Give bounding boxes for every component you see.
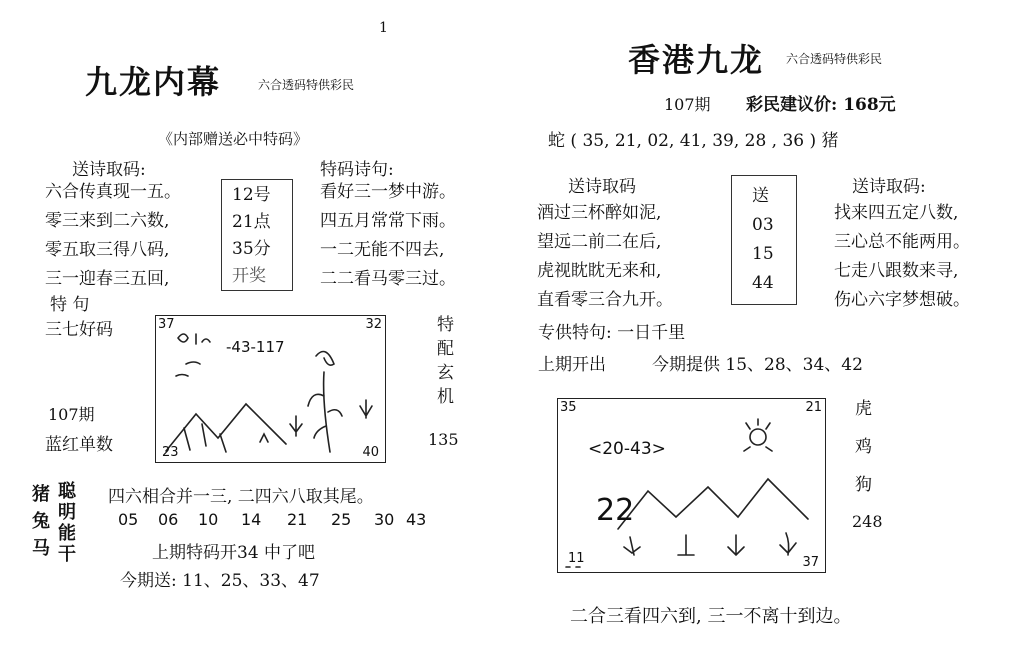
left-issue: 107期 xyxy=(48,405,95,424)
open-box-line: 21点 xyxy=(232,212,271,232)
sketch-big-number: 22 xyxy=(596,493,635,528)
right-last-label: 上期开出 xyxy=(538,355,606,375)
poem-line: 七走八跟数来寻, xyxy=(834,261,959,281)
left-number-row xyxy=(118,510,436,529)
number-cell: 43 xyxy=(406,510,427,529)
right-poem-head-left: 送诗取码 xyxy=(568,177,636,197)
left-last-issue: 上期特码开34 中了吧 xyxy=(152,543,316,563)
zodiac-char: 能 xyxy=(58,523,76,544)
left-title: 九龙内幕 xyxy=(85,63,222,101)
poem-line: 虎视眈眈无来和, xyxy=(537,261,662,281)
left-rule-line: 四六相合并一三, 二四六八取其尾。 xyxy=(108,487,374,507)
number-cell: 30 xyxy=(374,510,395,529)
zodiac-char: 干 xyxy=(58,544,76,565)
left-subtitle: 六合透码特供彩民 xyxy=(258,78,355,92)
left-sketch-box xyxy=(155,315,386,463)
sketch-corner-bl: 23 xyxy=(162,445,179,460)
sketch-scribble: -43-117 xyxy=(226,338,285,356)
poem-line: 找来四五定八数, xyxy=(834,203,959,223)
left-side-number: 135 xyxy=(428,430,459,449)
sketch-corner-tl: 37 xyxy=(158,317,175,332)
poem-line: 二二看马零三过。 xyxy=(320,269,456,289)
side-char: 机 xyxy=(437,387,454,407)
number-cell: 10 xyxy=(198,510,219,529)
right-title: 香港九龙 xyxy=(628,41,765,79)
poem-line: 看好三一梦中游。 xyxy=(320,182,456,202)
send-box-line: 送 xyxy=(752,186,769,206)
number-cell: 14 xyxy=(241,510,262,529)
left-poem-right xyxy=(320,178,456,294)
right-issue: 107期 xyxy=(664,95,711,114)
zodiac-char: 聪 xyxy=(58,481,76,502)
right-bottom-line: 二合三看四六到, 三一不离十到边。 xyxy=(570,606,852,627)
zodiac-char: 猪 xyxy=(32,484,50,505)
poem-line: 伤心六字梦想破。 xyxy=(834,290,970,310)
poem-line: 六合传真现一五。 xyxy=(45,182,181,202)
left-open-time-box xyxy=(221,179,293,291)
page-number: 1 xyxy=(379,20,388,36)
right-special-phrase: 专供特句: 一日千里 xyxy=(538,323,686,343)
right-poem-right xyxy=(834,199,970,315)
open-box-line: 开奖 xyxy=(232,266,266,286)
side-char: 鸡 xyxy=(855,437,872,457)
zodiac-char: 明 xyxy=(58,502,76,523)
poem-line: 望远二前二在后, xyxy=(537,232,662,252)
sketch-corner-br: 40 xyxy=(362,445,379,460)
side-char: 玄 xyxy=(437,363,454,383)
send-box-line: 44 xyxy=(752,273,774,293)
right-side-vertical xyxy=(855,390,872,504)
zodiac-char: 马 xyxy=(32,538,50,559)
poem-line: 酒过三杯醉如泥, xyxy=(537,203,662,223)
sketch-corner-br: 37 xyxy=(802,555,819,570)
sketch-corner-tr: 21 xyxy=(805,400,822,415)
side-char: 配 xyxy=(437,339,454,359)
side-char: 狗 xyxy=(855,475,872,495)
open-box-line: 35分 xyxy=(232,239,271,259)
poem-line: 零三来到二六数, xyxy=(45,211,170,231)
number-cell: 06 xyxy=(158,510,179,529)
left-side-vertical xyxy=(437,313,454,409)
zodiac-right xyxy=(58,481,76,565)
poem-line: 零五取三得八码, xyxy=(45,240,170,260)
sketch-corner-tr: 32 xyxy=(365,317,382,332)
right-snake-line: 蛇 ( 35, 21, 02, 41, 39, 28 , 36 ) 猪 xyxy=(548,131,839,151)
right-price: 彩民建议价: 168元 xyxy=(746,95,896,115)
sketch-corner-bl: 11 xyxy=(568,551,585,566)
left-poem-left xyxy=(45,178,181,294)
zodiac-left xyxy=(32,481,50,562)
number-cell: 21 xyxy=(287,510,308,529)
right-poem-head-right: 送诗取码: xyxy=(852,177,926,197)
number-cell: 25 xyxy=(331,510,352,529)
sketch-scribble: <20-43> xyxy=(588,439,666,459)
zodiac-char: 兔 xyxy=(32,511,50,532)
left-special-phrase-label: 特 句 xyxy=(50,295,90,315)
poem-line: 一二无能不四去, xyxy=(320,240,445,260)
side-char: 特 xyxy=(437,315,454,335)
send-box-line: 03 xyxy=(752,215,774,235)
open-box-line: 12号 xyxy=(232,185,271,205)
right-this-issue: 今期提供 15、28、34、42 xyxy=(652,355,863,375)
left-poem-head-right: 特码诗句: xyxy=(320,160,394,180)
left-special-phrase: 三七好码 xyxy=(45,320,113,340)
right-sketch-box xyxy=(557,398,826,573)
number-cell: 05 xyxy=(118,510,139,529)
poem-line: 三心总不能两用。 xyxy=(834,232,970,252)
right-poem-left xyxy=(537,199,673,315)
right-side-number: 248 xyxy=(852,512,883,531)
right-sketch-drawing xyxy=(558,399,825,572)
poem-line: 三一迎春三五回, xyxy=(45,269,170,289)
left-gift-line: 《内部赠送必中特码》 xyxy=(158,130,309,148)
left-poem-head-left: 送诗取码: xyxy=(72,160,146,180)
left-blue-red: 蓝红单数 xyxy=(45,435,113,455)
right-send-box xyxy=(731,175,797,305)
poem-line: 直看零三合九开。 xyxy=(537,290,673,310)
side-char: 虎 xyxy=(855,399,872,419)
left-this-issue: 今期送: 11、25、33、47 xyxy=(120,571,320,591)
poem-line: 四五月常常下雨。 xyxy=(320,211,456,231)
right-subtitle: 六合透码特供彩民 xyxy=(786,52,883,66)
send-box-line: 15 xyxy=(752,244,774,264)
sketch-corner-tl: 35 xyxy=(560,400,577,415)
